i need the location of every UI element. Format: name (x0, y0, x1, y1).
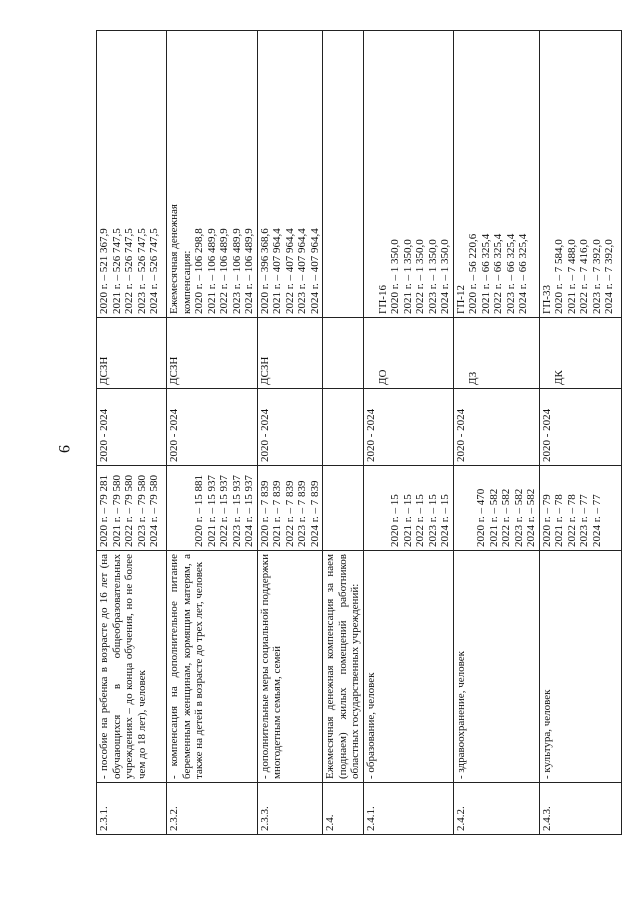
finance-line: 2021 г. – 1 350,0 (401, 239, 414, 314)
count-line: 2021 г. – 15 (401, 494, 414, 547)
row-number-cell (539, 783, 621, 835)
finance-line: 2023 г. – 66 325,4 (504, 233, 517, 314)
period-cell (97, 389, 167, 466)
finance-line: 2022 г. – 7 416,0 (578, 239, 590, 314)
finance-line: 2020 г. – 7 584,0 (553, 239, 565, 314)
period-cell (453, 389, 539, 466)
period: 2020 - 2024 (168, 408, 180, 462)
finance-line: 2023 г. – 407 964,4 (296, 228, 308, 314)
row-number-cell (323, 783, 364, 835)
finance-line: 2022 г. – 526 747,5 (123, 228, 135, 314)
finance-line: 2020 г. – 106 298,8 (193, 228, 205, 314)
count-line: 2024 г. – 79 580 (148, 474, 160, 547)
row-number: 2.3.1. (98, 806, 110, 831)
executor-cell (323, 318, 364, 389)
measure-name: - культура, человек (540, 689, 553, 779)
count-line: 2022 г. – 7 839 (283, 480, 296, 547)
finance-line: 2024 г. – 7 392,0 (603, 239, 615, 314)
measure-name: - здравоохранение, человек (454, 651, 467, 779)
count-line: 2020 г. – 79 (540, 494, 553, 547)
measure-name: - образование, человек (364, 672, 377, 779)
finance-line: 2020 г. – 521 367,9 (98, 228, 110, 314)
row-number-cell (257, 783, 323, 835)
count-line: 2023 г. – 7 839 (296, 480, 308, 547)
table-row (97, 31, 167, 835)
count-cell (539, 466, 621, 551)
row-number: 2.4. (324, 814, 336, 831)
count-line: 2022 г. – 15 937 (218, 474, 230, 547)
count-line: 2022 г. – 78 (565, 494, 578, 547)
finance-line: ГП-12 (454, 285, 467, 314)
finance-line: ГП-33 (540, 285, 553, 314)
count-line: 2023 г. – 77 (578, 494, 590, 547)
finance-line: 2023 г. – 1 350,0 (426, 239, 439, 314)
finance-cell (97, 31, 167, 318)
finance-line: 2020 г. – 1 350,0 (389, 239, 401, 314)
period-cell (539, 389, 621, 466)
finance-line: 2023 г. – 526 747,5 (135, 228, 148, 314)
table-body (97, 31, 622, 835)
table-row (539, 31, 621, 835)
count-line: 2024 г. – 15 937 (243, 474, 255, 547)
executor: ДО (376, 369, 389, 385)
finance-cell (539, 31, 621, 318)
finance-line: 2024 г. – 1 350,0 (439, 239, 451, 314)
finance-cell (167, 31, 258, 318)
count-line: 2024 г. – 77 (590, 494, 603, 547)
finance-line: компенсация: (180, 250, 193, 314)
table-row (167, 31, 258, 835)
count-cell (167, 466, 258, 551)
period: 2020 - 2024 (454, 408, 467, 462)
executor-cell (97, 318, 167, 389)
count-line: 2024 г. – 7 839 (308, 480, 321, 547)
finance-line: 2022 г. – 407 964,4 (283, 228, 296, 314)
count-line: 2023 г. – 79 580 (135, 474, 148, 547)
count-line: 2021 г. – 582 (487, 488, 500, 547)
count-cell (453, 466, 539, 551)
count-cell (363, 466, 453, 551)
executor: ДСЗН (98, 356, 110, 385)
finance-line: 2024 г. – 407 964,4 (308, 228, 321, 314)
row-number-cell (453, 783, 539, 835)
finance-line: 2022 г. – 1 350,0 (414, 239, 426, 314)
period-cell (323, 389, 364, 466)
period: 2020 - 2024 (98, 408, 110, 462)
finance-line: 2021 г. – 66 325,4 (479, 233, 492, 314)
row-number: 2.4.2. (454, 806, 467, 831)
count-line: 2022 г. – 79 580 (123, 474, 135, 547)
measure-name: Ежемесячная денежная компенсация за наем (поднаем) жилых помещений работников областных государственных учреждений: (324, 554, 361, 779)
measure-name-cell (323, 551, 364, 783)
finance-line: 2022 г. – 66 325,4 (492, 233, 504, 314)
executor-cell (539, 318, 621, 389)
count-line: 2022 г. – 582 (500, 488, 512, 547)
row-number-cell (97, 783, 167, 835)
finance-line: ГП-16 (376, 285, 389, 314)
finance-line: Ежемесячная денежная (168, 204, 180, 314)
finance-line: 2021 г. – 106 489,9 (205, 228, 218, 314)
measure-name-cell (453, 551, 539, 783)
table-row (363, 31, 453, 835)
measure-name-cell (363, 551, 453, 783)
finance-line: 2021 г. – 526 747,5 (110, 228, 123, 314)
count-cell (257, 466, 323, 551)
row-number: 2.4.3. (540, 806, 553, 831)
finance-line: 2022 г. – 106 489,9 (218, 228, 230, 314)
period-cell (167, 389, 258, 466)
period: 2020 - 2024 (364, 408, 377, 462)
count-line: 2020 г. – 470 (475, 488, 487, 547)
count-line: 2020 г. – 7 839 (258, 480, 271, 547)
executor-cell (453, 318, 539, 389)
count-cell (323, 466, 364, 551)
row-number-cell (363, 783, 453, 835)
period-cell (363, 389, 453, 466)
count-line: 2020 г. – 15 (389, 494, 401, 547)
page-number: 9 (55, 445, 72, 453)
finance-line: 2020 г. – 56 220,6 (467, 233, 479, 314)
finance-line: 2021 г. – 407 964,4 (271, 228, 283, 314)
count-line: 2021 г. – 15 937 (205, 474, 218, 547)
row-number: 2.3.3. (258, 806, 271, 831)
count-line: 2021 г. – 79 580 (110, 474, 123, 547)
executor-cell (167, 318, 258, 389)
period-cell (257, 389, 323, 466)
program-table (96, 30, 622, 835)
table-row (257, 31, 323, 835)
measure-name: - дополнительные меры социальной поддержки многодетным семьям, семей (258, 554, 283, 779)
measure-name-cell (539, 551, 621, 783)
period: 2020 - 2024 (540, 408, 553, 462)
row-number: 2.4.1. (364, 806, 377, 831)
executor-cell (363, 318, 453, 389)
row-number: 2.3.2. (168, 806, 180, 831)
count-line: 2020 г. – 79 281 (98, 474, 110, 547)
executor: ДСЗН (168, 356, 180, 385)
finance-cell (257, 31, 323, 318)
count-line: 2024 г. – 582 (525, 488, 537, 547)
count-line: 2023 г. – 15 (426, 494, 439, 547)
executor: ДЗ (466, 371, 479, 385)
count-line: 2022 г. – 15 (414, 494, 426, 547)
finance-line: 2021 г. – 7 488,0 (565, 239, 578, 314)
rotated-table-container (96, 73, 615, 835)
count-cell (97, 466, 167, 551)
finance-line: 2024 г. – 66 325,4 (517, 233, 529, 314)
row-number-cell (167, 783, 258, 835)
executor: ДК (552, 370, 565, 385)
count-line: 2020 г. – 15 881 (193, 474, 205, 547)
period: 2020 - 2024 (258, 408, 271, 462)
executor: ДСЗН (258, 356, 271, 385)
finance-cell (363, 31, 453, 318)
count-line: 2023 г. – 582 (512, 488, 525, 547)
measure-name-cell (97, 551, 167, 783)
finance-line: 2023 г. – 7 392,0 (590, 239, 603, 314)
measure-name: - компенсация на дополнительное питание беременным женщинам, кормящим матерям, а также на детей в возрасте до трех лет, человек (168, 554, 205, 779)
finance-cell (323, 31, 364, 318)
measure-name: - пособие на ребенка в возрасте до 16 лет (на обучающихся в общеобразовательных учреждениях – до конца обучения, но не более чем до 18 лет), человек (98, 554, 148, 779)
count-line: 2021 г. – 7 839 (271, 480, 283, 547)
count-line: 2023 г. – 15 937 (230, 474, 243, 547)
finance-line: 2024 г. – 106 489,9 (243, 228, 255, 314)
executor-cell (257, 318, 323, 389)
count-line: 2024 г. – 15 (439, 494, 451, 547)
finance-cell (453, 31, 539, 318)
finance-line: 2024 г. – 526 747,5 (148, 228, 160, 314)
table-row (323, 31, 364, 835)
measure-name-cell (257, 551, 323, 783)
count-line: 2021 г. – 78 (553, 494, 565, 547)
measure-name-cell (167, 551, 258, 783)
finance-line: 2023 г. – 106 489,9 (230, 228, 243, 314)
finance-line: 2020 г. – 396 368,6 (258, 228, 271, 314)
table-row (453, 31, 539, 835)
